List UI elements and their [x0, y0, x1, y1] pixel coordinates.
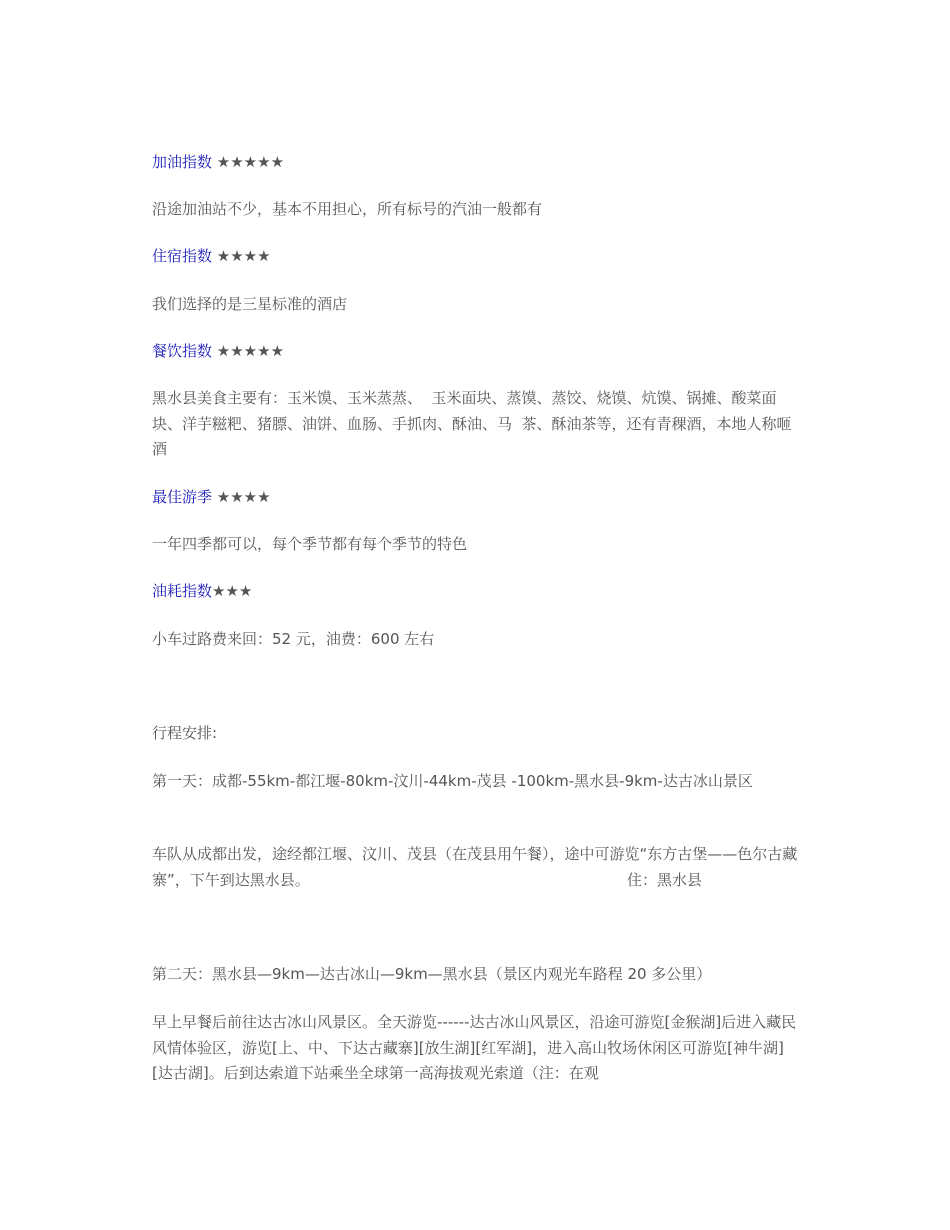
- star-rating: ★★★★★: [212, 342, 285, 360]
- day1-description: 车队从成都出发，途经都江堰、汶川、茂县（在茂县用午餐），途中可游览“东方古堡——色尔古藏寨”，下午到达黑水县。: [152, 845, 798, 889]
- heading-title: 住宿指数: [152, 247, 213, 265]
- day1-accommodation: 住：黑水县: [627, 871, 703, 889]
- heading-title: 加油指数: [152, 153, 213, 171]
- day2-route: 第二天：黑水县—9km—达古冰山—9km—黑水县（景区内观光车路程 20 多公里）: [152, 965, 712, 983]
- section-text-lodging: 我们选择的是三星标准的酒店: [152, 295, 348, 313]
- itinerary-title: 行程安排:: [152, 724, 218, 742]
- section-text-dining: 黑水县美食主要有：玉米馍、玉米蒸蒸、 玉米面块、蒸馍、蒸饺、烧馍、炕馍、锅摊、酸菜面块、洋芋糍粑、猪膘、油饼、血肠、手抓肉、酥油、马 茶、酥油茶等，还有青稞酒，本地人称咂酒: [152, 389, 792, 458]
- day1-route: 第一天：成都-55km-都江堰-80km-汶川-44km-茂县 -100km-黑水县-9km-达古冰山景区: [152, 772, 753, 790]
- star-rating: ★★★★: [212, 247, 271, 265]
- star-rating: ★★★★★: [212, 153, 285, 171]
- section-heading-season: [152, 485, 802, 511]
- section-heading-lodging: [152, 244, 802, 270]
- section-heading-fuel: [152, 150, 802, 176]
- star-rating: ★★★★: [212, 488, 271, 506]
- star-rating: ★★★: [212, 582, 253, 600]
- heading-title: 油耗指数: [152, 582, 213, 600]
- section-text-season: 一年四季都可以，每个季节都有每个季节的特色: [152, 535, 468, 553]
- day2-description: 早上早餐后前往达古冰山风景区。全天游览------达古冰山风景区，沿途可游览[金猴湖]后进入藏民风情体验区，游览[上、中、下达古藏寨][放生湖][红军湖]，进入高山牧场休闲区可游览[神牛湖][达古湖]。后到达索道下站乘坐全球第一高海拔观光索道（注：在观: [152, 1013, 797, 1082]
- section-heading-dining: [152, 339, 802, 365]
- section-text-fuel: 沿途加油站不少，基本不用担心，所有标号的汽油一般都有: [152, 200, 543, 218]
- section-heading-consumption: [152, 579, 802, 605]
- heading-title: 餐饮指数: [152, 342, 213, 360]
- section-text-consumption: 小车过路费来回：52 元，油费：600 左右: [152, 630, 435, 648]
- heading-title: 最佳游季: [152, 488, 213, 506]
